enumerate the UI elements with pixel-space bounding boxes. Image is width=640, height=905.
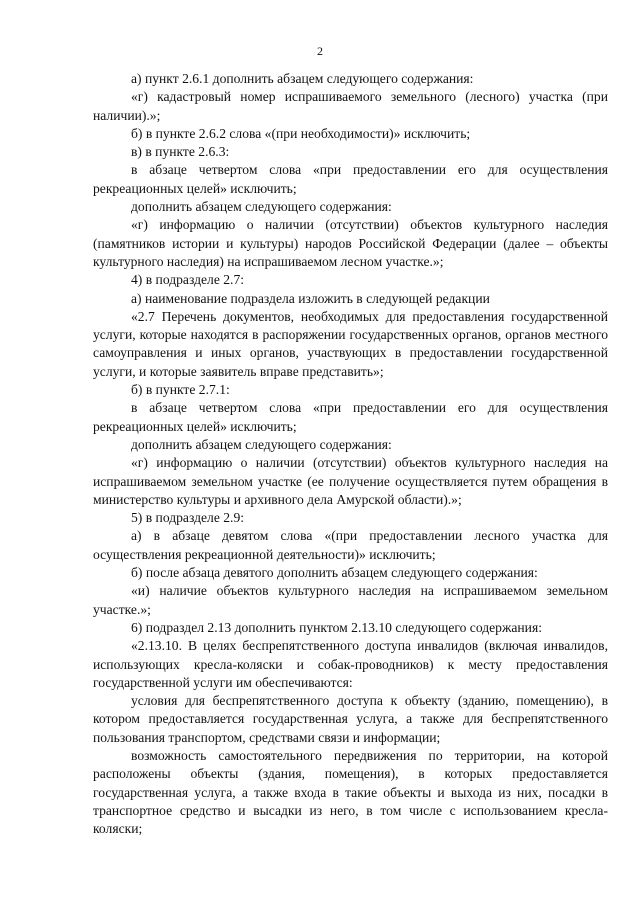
- paragraph: 4) в подразделе 2.7:: [131, 272, 245, 288]
- paragraph: а) наименование подраздела изложить в следующей редакции: [131, 290, 490, 306]
- paragraph: «г) информацию о наличии (отсутствии) объектов культурного наследия на испрашиваемом земельном участке (ее получение осуществляется путем обращения в министерство культуры и архивного дела Амурской области).»;: [93, 455, 608, 507]
- paragraph: возможность самостоятельного передвижения по территории, на которой расположены объекты (здания, помещения), в которых предоставляется государственная услуга, а также входа в такие объекты и выхода из них, посадки в транспортное средство и высадки из него, в том числе с использованием кресла-коляски;: [93, 747, 608, 837]
- paragraph: 5) в подразделе 2.9:: [131, 510, 245, 526]
- document-body: [93, 70, 608, 838]
- paragraph: условия для беспрепятственного доступа к объекту (зданию, помещению), в котором предоставляется государственная услуга, а также для беспрепятственного пользования транспортом, средствами связи и информации;: [93, 693, 608, 745]
- paragraph: «г) кадастровый номер испрашиваемого земельного (лесного) участка (при наличии).»;: [93, 89, 608, 123]
- paragraph: б) в пункте 2.6.2 слова «(при необходимости)» исключить;: [131, 125, 471, 141]
- paragraph: а) в абзаце девятом слова «(при предоставлении лесного участка для осуществления рекреационной деятельности)» исключить;: [93, 528, 608, 562]
- paragraph: б) в пункте 2.7.1:: [131, 382, 230, 398]
- paragraph: б) после абзаца девятого дополнить абзацем следующего содержания:: [131, 565, 538, 581]
- paragraph: в абзаце четвертом слова «при предоставлении его для осуществления рекреационных целей» исключить;: [93, 400, 608, 434]
- page-number: 2: [317, 44, 323, 58]
- paragraph: «и) наличие объектов культурного наследия на испрашиваемом земельном участке.»;: [93, 583, 608, 617]
- paragraph: в абзаце четвертом слова «при предоставлении его для осуществления рекреационных целей» исключить;: [93, 162, 608, 196]
- paragraph: 6) подраздел 2.13 дополнить пунктом 2.13.10 следующего содержания:: [131, 619, 542, 635]
- paragraph: «2.13.10. В целях беспрепятственного доступа инвалидов (включая инвалидов, использующих кресла-коляски и собак-проводников) к месту предоставления государственной услуги им обеспечиваются:: [93, 638, 608, 690]
- paragraph: а) пункт 2.6.1 дополнить абзацем следующего содержания:: [131, 71, 474, 86]
- paragraph: «2.7 Перечень документов, необходимых для предоставления государственной услуги, которые находятся в распоряжении государственных органов, органов местного самоуправления и иных органов, участвующих в предоставлении государственной услуги, и которые заявитель вправе представить»;: [93, 308, 608, 379]
- paragraph: «г) информацию о наличии (отсутствии) объектов культурного наследия (памятников истории и культуры) народов Российской Федерации (далее – объекты культурного наследия) на испрашиваемом лесном участке.»;: [93, 217, 608, 269]
- paragraph: дополнить абзацем следующего содержания:: [131, 199, 392, 215]
- paragraph: в) в пункте 2.6.3:: [131, 144, 230, 160]
- paragraph: дополнить абзацем следующего содержания:: [131, 436, 392, 452]
